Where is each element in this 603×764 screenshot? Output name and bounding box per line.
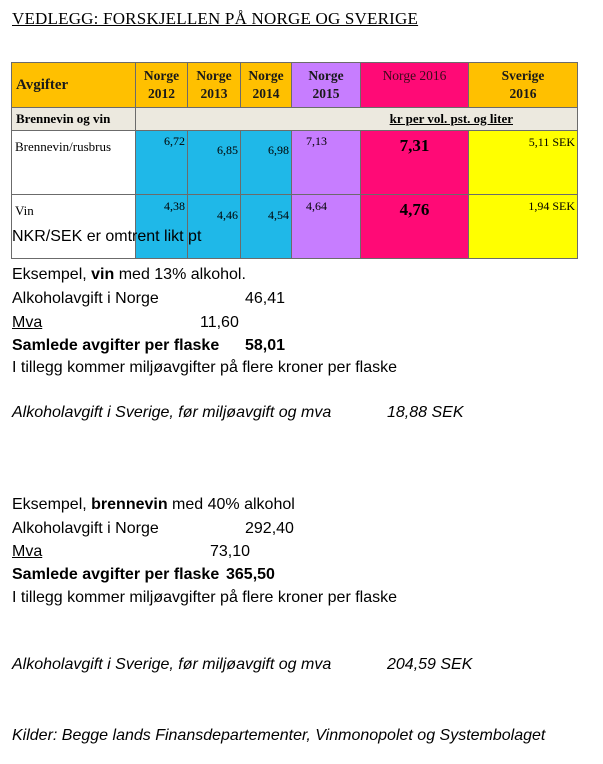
header-label: Avgifter [12,63,136,108]
header-norge-2012: Norge 2012 [136,63,188,108]
spirits-vat-value: 73,10 [210,543,251,560]
spirits-sweden-value: 204,59 SEK [387,656,473,673]
header-norge-2016: Norge 2016 [361,63,469,108]
wine-sweden-value: 18,88 SEK [387,404,464,421]
header-norge-2015: Norge 2015 [292,63,361,108]
cell-value: 6,85 [188,131,241,195]
spirits-vat-row: Mva 73,10 [12,543,251,560]
wine-sweden-label: Alkoholavgift i Sverige, før miljøavgift og mva [12,404,332,421]
cell-value: 4,64 [292,195,361,259]
spirits-tax-value: 292,40 [245,520,294,537]
cell-value-highlight: 7,31 [361,131,469,195]
cell-value: 1,94 SEK [469,195,578,259]
sources-note: Kilder: Begge lands Finansdepartementer, Vinmonopolet og Systembolaget [12,727,546,744]
unit-label: kr per vol. pst. og liter [136,108,578,131]
spirits-total-value: 365,50 [226,566,275,583]
cell-value-highlight: 4,76 [361,195,469,259]
table-row [12,195,578,259]
spirits-example-intro: Eksempel, brennevin med 40% alkohol [12,496,295,513]
wine-example-intro: Eksempel, vin med 13% alkohol. [12,266,246,283]
wine-tax-label: Alkoholavgift i Norge [12,290,159,307]
subheader-label: Brennevin og vin [12,108,136,131]
wine-tax-value: 46,41 [245,290,286,307]
table-subheader-row [12,108,578,131]
header-sverige-2016: Sverige 2016 [469,63,578,108]
cell-value: 7,13 [292,131,361,195]
cell-value: 4,38 [136,195,188,259]
spirits-extra-note: I tillegg kommer miljøavgifter på flere kroner per flaske [12,589,398,606]
spirits-sweden-label: Alkoholavgift i Sverige, før miljøavgift og mva [12,656,332,673]
wine-total-label: Samlede avgifter per flaske [12,337,220,354]
cell-value: 5,11 SEK [469,131,578,195]
row-label: Brennevin/rusbrus [12,131,136,195]
currency-note: NKR/SEK er omtrent likt pt [12,228,202,245]
header-norge-2014: Norge 2014 [241,63,292,108]
page-title: VEDLEGG: FORSKJELLEN PÅ NORGE OG SVERIGE [12,9,419,28]
cell-value: 6,98 [241,131,292,195]
wine-extra-note: I tillegg kommer miljøavgifter på flere kroner per flaske [12,359,398,376]
wine-vat-value: 11,60 [200,314,239,331]
table-row [12,131,578,195]
row-label: Vin [12,195,136,259]
spirits-tax-label: Alkoholavgift i Norge [12,520,159,537]
wine-vat-row: Mva 11,60 [12,314,239,331]
table-header-row [12,63,578,108]
cell-value: 6,72 [136,131,188,195]
cell-value: 4,54 [241,195,292,259]
wine-total-value: 58,01 [245,337,286,354]
header-norge-2013: Norge 2013 [188,63,241,108]
spirits-total-label: Samlede avgifter per flaske [12,566,220,583]
cell-value: 4,46 [188,195,241,259]
